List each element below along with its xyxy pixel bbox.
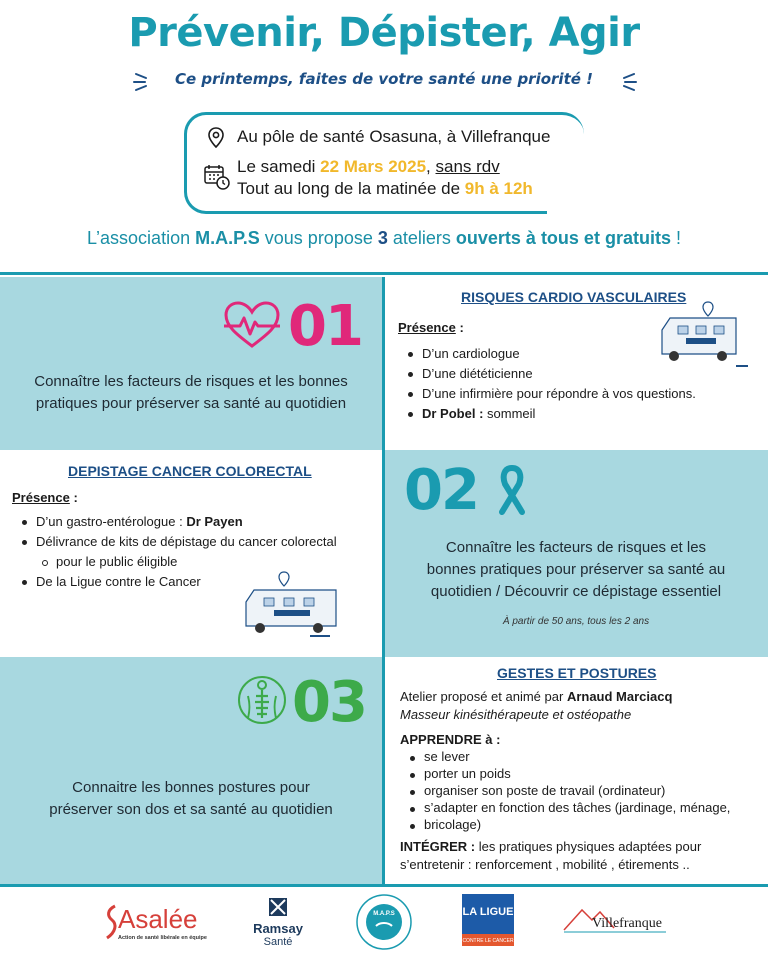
list-item: D’un cardiologue — [406, 344, 756, 364]
event-info-box — [184, 112, 584, 214]
list-item: Dr Pobel : sommeil — [406, 404, 756, 424]
calendar-clock-icon — [203, 163, 231, 191]
ramsay-mark-icon — [269, 898, 287, 916]
ramsay-logo: Ramsay Santé — [248, 898, 308, 948]
event-time: Tout au long de la matinée de 9h à 12h — [237, 179, 533, 198]
sparkle-right-icon — [614, 66, 638, 98]
list-item: pour le public éligible — [20, 552, 380, 572]
asalee-logo: Asalée Action de santé libérale en équipe — [104, 904, 214, 944]
list-item: s’adapter en fonction des tâches (jardinage, ménage, — [408, 799, 764, 816]
divider-bottom — [0, 884, 768, 887]
list-item: Délivrance de kits de dépistage du cancer colorectal — [20, 532, 380, 552]
heart-pulse-icon — [222, 300, 282, 350]
workshop2-section-title: DEPISTAGE CANCER COLORECTAL — [68, 463, 312, 479]
workshop3-learn-list — [408, 748, 764, 833]
awareness-ribbon-icon — [492, 464, 532, 516]
workshop2-presence-label: Présence : — [12, 490, 78, 505]
workshop1-description: Connaître les facteurs de risques et les bonnes pratiques pour préserver sa santé au quotidien — [34, 373, 348, 412]
maps-badge-icon — [356, 894, 412, 950]
workshop3-section-title: GESTES ET POSTURES — [497, 665, 657, 681]
divider-top — [0, 272, 768, 275]
event-location: Au pôle de santé Osasuna, à Villefranque — [237, 127, 551, 146]
workshop3-role: Masseur kinésithérapeute et ostéopathe — [400, 707, 632, 722]
workshop1-divider — [382, 277, 385, 450]
workshop3-intro: Atelier proposé et animé par Arnaud Marciacq — [400, 689, 673, 704]
medical-van-icon — [240, 570, 344, 642]
list-item: bricolage) — [408, 816, 764, 833]
page-title: Prévenir, Dépister, Agir — [128, 10, 640, 56]
workshop3-divider — [382, 657, 385, 884]
ligue-logo: LA LIGUE CONTRE LE CANCER — [462, 894, 514, 946]
workshop2-number: 02 — [404, 458, 478, 523]
villefranque-logo: Villefranque — [562, 902, 672, 942]
event-date: Le samedi 22 Mars 2025, sans rdv — [237, 157, 500, 176]
list-item: D’un gastro-entérologue : Dr Payen — [20, 512, 380, 532]
workshop3-learn-label: APPRENDRE à : — [400, 732, 501, 747]
workshop1-presence-list — [406, 344, 756, 424]
workshop3-description: Connaitre les bonnes postures pour préserver son dos et sa santé au quotidien — [49, 779, 333, 818]
asalee-swoosh-icon — [104, 904, 118, 940]
spine-icon — [236, 674, 288, 726]
tagline: L’association M.A.P.S vous propose 3 ateliers ouverts à tous et gratuits ! — [87, 228, 681, 248]
workshop1-number: 01 — [288, 294, 362, 359]
workshop2-description: Connaître les facteurs de risques et les bonnes pratiques pour préserver sa santé au quotidien / Découvrir ce dépistage essentiel — [426, 539, 726, 600]
list-item: D’une infirmière pour répondre à vos questions. — [406, 384, 756, 404]
list-item: organiser son poste de travail (ordinateur) — [408, 782, 764, 799]
list-item: D’une diététicienne — [406, 364, 756, 384]
maps-logo: M.A.P.S — [356, 894, 412, 950]
list-item: se lever — [408, 748, 764, 765]
workshop3-integrate: INTÉGRER : les pratiques physiques adaptées pour s’entretenir : renforcement , mobilité , étirements .. — [400, 839, 702, 872]
list-item: porter un poids — [408, 765, 764, 782]
workshop2-note: À partir de 50 ans, tous les 2 ans — [502, 616, 650, 627]
location-pin-icon — [207, 127, 225, 149]
workshop1-presence-label: Présence : — [398, 320, 464, 335]
workshop1-section-title: RISQUES CARDIO VASCULAIRES — [461, 289, 687, 305]
subtitle: Ce printemps, faites de votre santé une priorité ! — [175, 70, 593, 88]
list-item: De la Ligue contre le Cancer — [20, 572, 380, 592]
workshop3-number: 03 — [292, 670, 366, 735]
